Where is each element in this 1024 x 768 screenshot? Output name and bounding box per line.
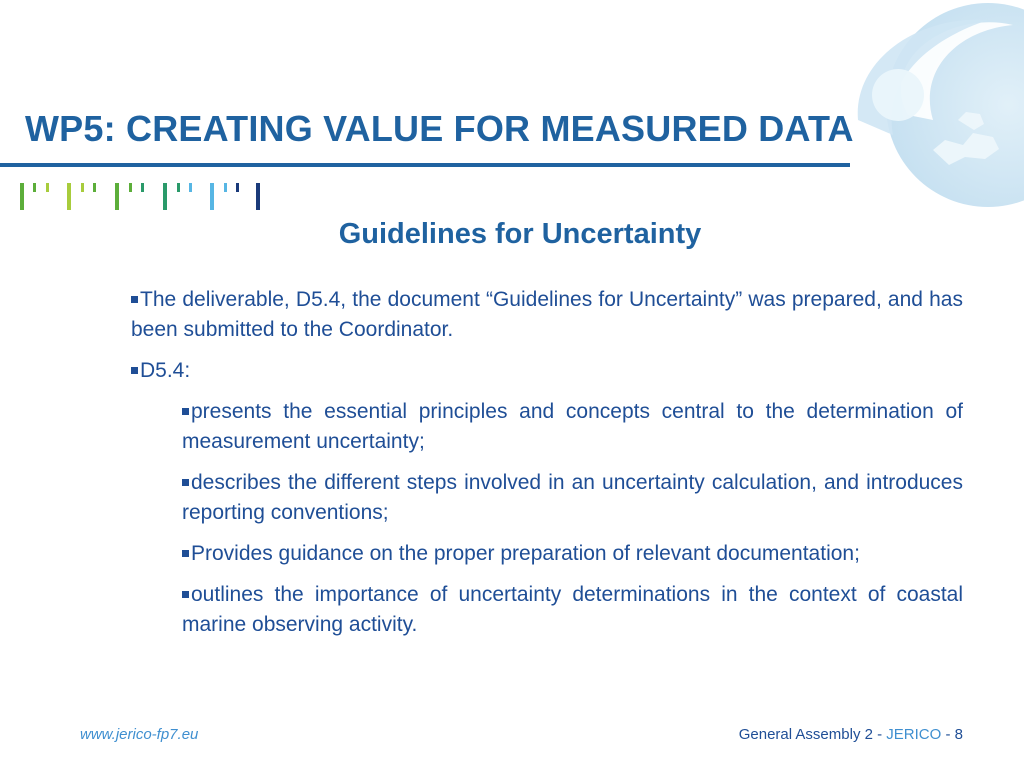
bullet-text: presents the essential principles and concepts central to the determination of measurement uncertainty; (182, 400, 963, 453)
footer-info (739, 726, 963, 743)
tick-mark (256, 183, 260, 210)
tick-mark (163, 183, 167, 210)
tick-mark (129, 183, 132, 192)
sub-bullet-item (182, 580, 963, 640)
tick-mark (236, 183, 239, 192)
globe-swirl-logo-icon (838, 0, 1024, 210)
tick-mark (189, 183, 192, 192)
tick-mark (33, 183, 36, 192)
tick-mark (67, 183, 71, 210)
sub-bullet-item (182, 468, 963, 528)
square-bullet-icon (131, 296, 138, 303)
sub-bullet-item (182, 397, 963, 457)
tick-mark (141, 183, 144, 192)
bullet-list (131, 285, 963, 651)
sub-bullet-item (182, 539, 963, 569)
bullet-text: Provides guidance on the proper preparation of relevant documentation; (191, 542, 860, 565)
tick-mark (224, 183, 227, 192)
page-number: 8 (954, 726, 963, 743)
tick-mark (177, 183, 180, 192)
square-bullet-icon (182, 550, 189, 557)
square-bullet-icon (182, 591, 189, 598)
footer-separator: - (872, 726, 887, 743)
footer-event: General Assembly 2 (738, 726, 873, 743)
decorative-tick-bar (20, 183, 270, 210)
slide-subtitle: Guidelines for Uncertainty (338, 218, 702, 250)
bullet-text: describes the different steps involved in an uncertainty calculation, and introduces reporting conventions; (182, 471, 963, 524)
footer-url[interactable]: www.jerico-fp7.eu (80, 726, 199, 743)
bullet-text: D5.4: (140, 359, 191, 382)
bullet-item (131, 356, 963, 386)
bullet-item (131, 285, 963, 345)
bullet-text: The deliverable, D5.4, the document “Guidelines for Uncertainty” was prepared, and has been submitted to the Coordinator. (131, 288, 963, 341)
square-bullet-icon (131, 367, 138, 374)
slide-title: WP5: CREATING VALUE FOR MEASURED DATA (25, 108, 854, 149)
tick-mark (115, 183, 119, 210)
square-bullet-icon (182, 408, 189, 415)
tick-mark (20, 183, 24, 210)
tick-mark (46, 183, 49, 192)
footer-project: JERICO (886, 726, 942, 743)
footer-separator: - (941, 726, 955, 743)
square-bullet-icon (182, 479, 189, 486)
tick-mark (93, 183, 96, 192)
tick-mark (81, 183, 84, 192)
title-underline (0, 163, 850, 167)
bullet-text: outlines the importance of uncertainty determinations in the context of coastal marine observing activity. (182, 583, 963, 636)
tick-mark (210, 183, 214, 210)
